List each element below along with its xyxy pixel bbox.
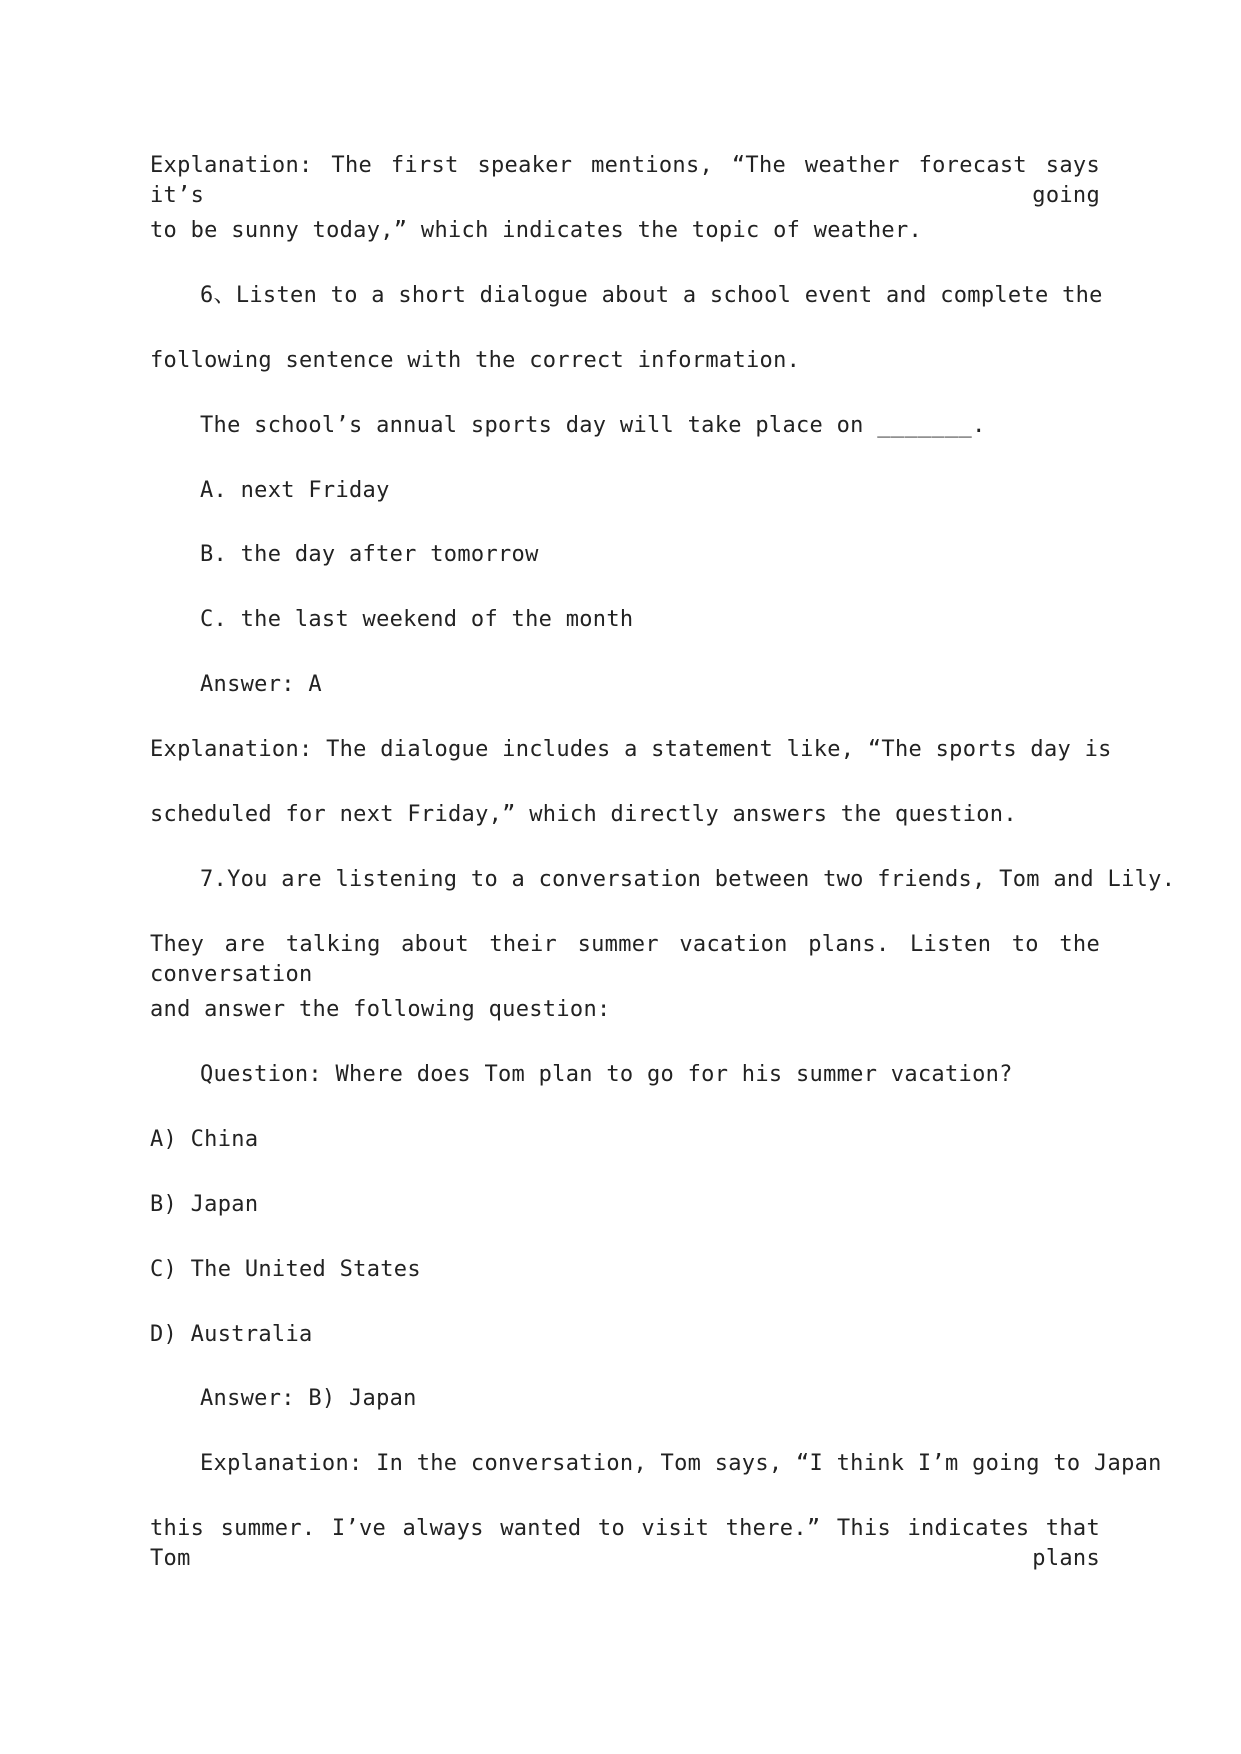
question-7-line-1: 7.You are listening to a conversation between two friends, Tom and Lily. bbox=[200, 867, 1176, 892]
question-6-answer: Answer: A bbox=[200, 672, 322, 697]
question-7-option-d: D) Australia bbox=[150, 1322, 313, 1347]
explanation-q5-line-2: to be sunny today,” which indicates the topic of weather. bbox=[150, 218, 923, 243]
question-6-line-1: 6、Listen to a short dialogue about a school event and complete the bbox=[200, 283, 1103, 308]
question-6-line-2: following sentence with the correct information. bbox=[150, 348, 801, 373]
question-6-sentence: The school’s annual sports day will take place on _______. bbox=[200, 413, 986, 438]
explanation-q6-line-1: Explanation: The dialogue includes a statement like, “The sports day is bbox=[150, 737, 1112, 762]
question-7-answer: Answer: B) Japan bbox=[200, 1386, 417, 1411]
question-7-option-b: B) Japan bbox=[150, 1192, 259, 1217]
question-7-line-3: and answer the following question: bbox=[150, 997, 611, 1022]
explanation-q7-line-2: this summer. I’ve always wanted to visit there.” This indicates that Tom plans bbox=[150, 1516, 1100, 1571]
explanation-q6-line-2: scheduled for next Friday,” which directly answers the question. bbox=[150, 802, 1017, 827]
question-7-option-c: C) The United States bbox=[150, 1257, 421, 1282]
question-6-option-b: B. the day after tomorrow bbox=[200, 542, 539, 567]
question-7-line-2: They are talking about their summer vacation plans. Listen to the conversation bbox=[150, 932, 1100, 987]
explanation-q7-line-1: Explanation: In the conversation, Tom says, “I think I’m going to Japan bbox=[200, 1451, 1162, 1476]
question-7-prompt: Question: Where does Tom plan to go for his summer vacation? bbox=[200, 1062, 1013, 1087]
question-7-option-a: A) China bbox=[150, 1127, 259, 1152]
explanation-q5-line-1: Explanation: The first speaker mentions, “The weather forecast says it’s going bbox=[150, 153, 1100, 208]
question-6-option-a: A. next Friday bbox=[200, 478, 390, 503]
question-6-option-c: C. the last weekend of the month bbox=[200, 607, 634, 632]
